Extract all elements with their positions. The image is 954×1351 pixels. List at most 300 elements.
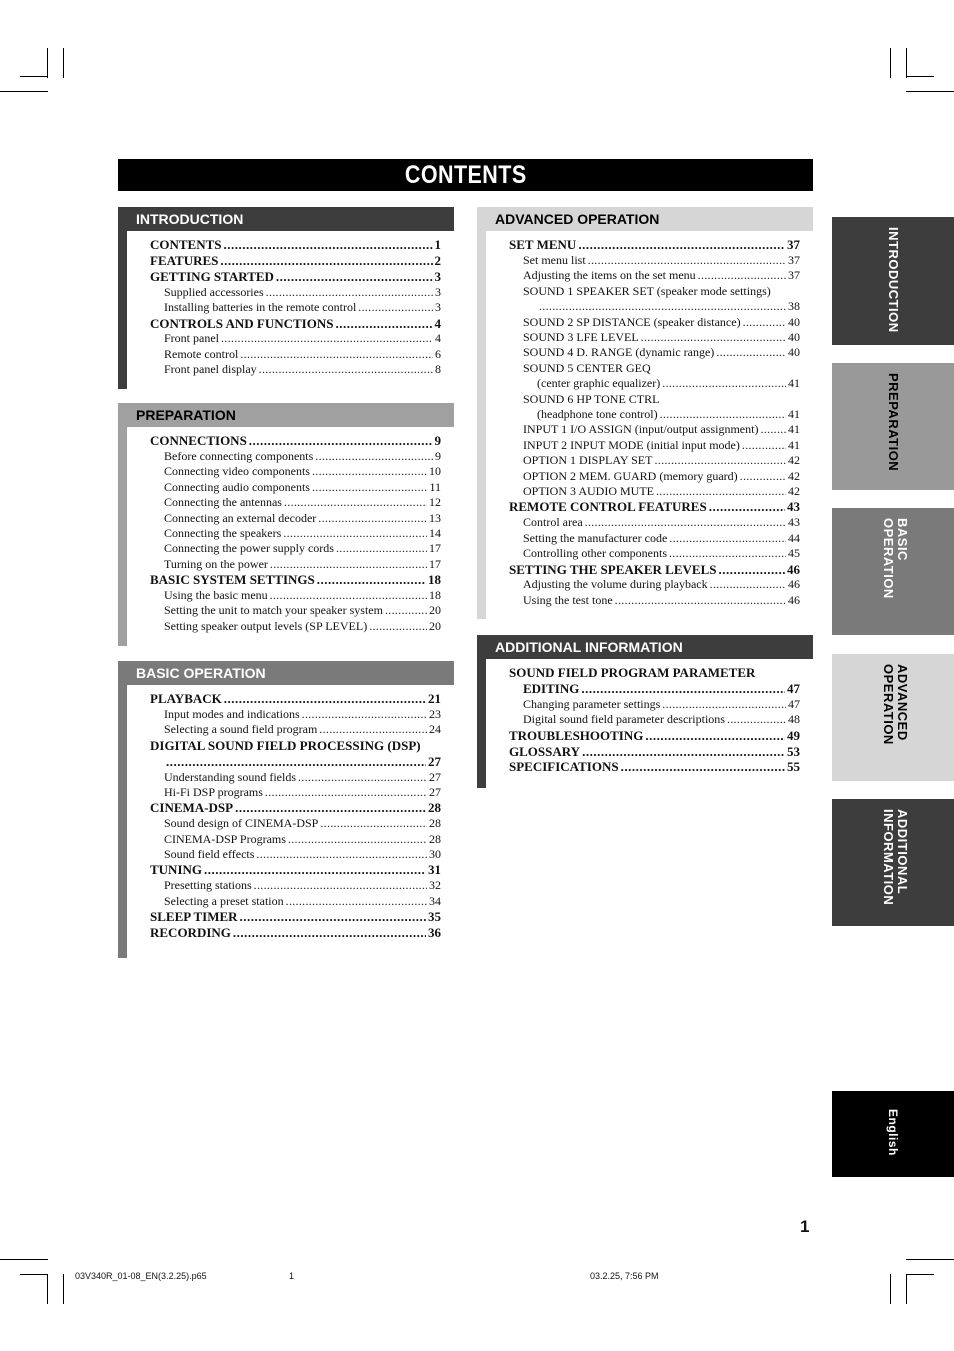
toc-entry-title: TUNING xyxy=(150,862,203,878)
toc-leader-dots xyxy=(662,376,786,391)
toc-entry-title: PLAYBACK xyxy=(150,691,222,706)
toc-entry[interactable] xyxy=(509,299,800,314)
toc-list xyxy=(127,685,454,941)
toc-leader-dots xyxy=(645,728,785,744)
toc-entry-title: GLOSSARY xyxy=(509,743,581,759)
toc-entry[interactable] xyxy=(509,665,800,681)
toc-entry[interactable] xyxy=(150,816,441,831)
toc-page-number: 20 xyxy=(429,618,441,633)
crop-mark xyxy=(906,76,934,77)
toc-entry[interactable] xyxy=(509,515,800,530)
toc-entry-title: Digital sound field parameter descriptions xyxy=(523,712,725,727)
side-tab-label: English xyxy=(886,1109,900,1156)
toc-leader-dots xyxy=(578,237,785,253)
toc-page-number: 42 xyxy=(788,468,800,483)
toc-page-number: 36 xyxy=(428,925,441,941)
toc-entry-title: Adjusting the volume during playback xyxy=(523,577,708,592)
toc-entry[interactable] xyxy=(150,800,441,816)
toc-entry[interactable] xyxy=(150,603,441,618)
toc-leader-dots xyxy=(317,572,426,588)
toc-entry-title: Sound design of CINEMA-DSP xyxy=(164,816,319,831)
toc-entry[interactable] xyxy=(150,449,441,464)
toc-entry-title: Set menu list xyxy=(523,252,586,267)
toc-page-number: 46 xyxy=(788,577,800,592)
toc-page-number: 17 xyxy=(429,541,441,556)
toc-entry-title: CONTROLS AND FUNCTIONS xyxy=(150,315,334,331)
toc-entry-title: GETTING STARTED xyxy=(150,268,274,284)
toc-entry[interactable] xyxy=(150,480,441,495)
side-tab-preparation[interactable] xyxy=(832,363,954,490)
toc-entry-title: Supplied accessories xyxy=(164,284,264,299)
toc-entry[interactable] xyxy=(150,572,441,588)
toc-leader-dots xyxy=(221,331,433,346)
toc-entry[interactable] xyxy=(150,557,441,572)
crop-mark xyxy=(906,91,954,92)
side-tab-label: INTRODUCTION xyxy=(886,227,901,333)
toc-page-number: 23 xyxy=(429,706,441,721)
toc-leader-dots xyxy=(302,707,427,722)
toc-page-number: 40 xyxy=(788,329,800,344)
toc-entry[interactable] xyxy=(150,433,441,449)
side-tab-advanced-operation[interactable] xyxy=(832,654,954,781)
toc-page-number: 53 xyxy=(787,743,800,759)
toc-entry[interactable] xyxy=(150,909,441,925)
toc-entry-title: OPTION 3 AUDIO MUTE xyxy=(523,484,654,498)
toc-page-number: 34 xyxy=(429,893,441,908)
crop-mark xyxy=(20,1274,48,1275)
section-body xyxy=(477,659,813,788)
toc-page-number: 3 xyxy=(434,268,441,284)
toc-page-number: 43 xyxy=(788,515,800,530)
toc-entry[interactable] xyxy=(509,253,800,268)
toc-entry[interactable] xyxy=(150,541,441,556)
toc-entry[interactable] xyxy=(509,759,800,775)
toc-entry-title: SOUND 3 LFE LEVEL xyxy=(523,329,639,344)
toc-leader-dots xyxy=(220,253,432,269)
side-tab-basic-operation[interactable] xyxy=(832,508,954,635)
toc-entry-title: FEATURES xyxy=(150,252,219,268)
toc-entry[interactable] xyxy=(150,316,441,332)
toc-entry[interactable] xyxy=(509,744,800,760)
toc-page-number: 13 xyxy=(429,510,441,525)
section-heading: ADDITIONAL INFORMATION xyxy=(477,635,813,659)
toc-entry[interactable] xyxy=(150,526,441,541)
toc-page-number: 6 xyxy=(435,346,441,361)
toc-leader-dots xyxy=(669,531,786,546)
toc-entry[interactable] xyxy=(509,531,800,546)
toc-entry-title: SOUND 5 CENTER GEQ xyxy=(523,360,651,375)
toc-list xyxy=(486,659,813,775)
toc-page-number: 32 xyxy=(429,878,441,893)
crop-mark xyxy=(906,1274,934,1275)
toc-leader-dots xyxy=(265,785,427,800)
toc-entry[interactable] xyxy=(150,285,441,300)
toc-page-number: 14 xyxy=(429,525,441,540)
toc-entry-title: Before connecting components xyxy=(164,448,314,463)
toc-leader-dots xyxy=(276,269,433,285)
toc-leader-dots xyxy=(270,557,427,572)
toc-entry[interactable] xyxy=(150,785,441,800)
toc-entry[interactable] xyxy=(509,345,800,360)
toc-page-number: 4 xyxy=(435,331,441,346)
toc-entry[interactable] xyxy=(150,237,441,253)
toc-leader-dots xyxy=(319,722,427,737)
toc-entry-title: CONNECTIONS xyxy=(150,433,247,448)
toc-entry-title: Selecting a preset station xyxy=(164,893,284,908)
toc-page-number: 8 xyxy=(435,362,441,377)
toc-entry-title: RECORDING xyxy=(150,925,231,941)
toc-entry[interactable] xyxy=(509,712,800,727)
toc-page-number: 9 xyxy=(435,448,441,463)
toc-entry[interactable] xyxy=(150,894,441,909)
toc-page-number: 41 xyxy=(788,437,800,452)
page-title: CONTENTS xyxy=(404,160,527,189)
section-heading: PREPARATION xyxy=(118,403,454,427)
toc-leader-dots xyxy=(235,800,426,816)
toc-entry[interactable] xyxy=(150,511,441,526)
toc-leader-dots xyxy=(742,438,786,453)
toc-leader-dots xyxy=(288,832,427,847)
toc-page-number: 11 xyxy=(429,479,441,494)
toc-entry[interactable] xyxy=(509,499,800,515)
toc-page-number: 37 xyxy=(788,268,800,283)
toc-leader-dots xyxy=(358,300,433,315)
toc-page-number: 4 xyxy=(434,315,441,331)
crop-mark xyxy=(0,1259,48,1260)
toc-entry[interactable] xyxy=(509,593,800,608)
toc-page-number: 17 xyxy=(429,556,441,571)
crop-mark xyxy=(890,1274,891,1304)
toc-entry[interactable] xyxy=(150,862,441,878)
toc-page-number: 40 xyxy=(788,345,800,360)
toc-entry-title: REMOTE CONTROL FEATURES xyxy=(509,499,707,515)
toc-entry-title: OPTION 1 DISPLAY SET xyxy=(523,453,653,468)
toc-page-number: 27 xyxy=(429,769,441,784)
toc-entry-title: Connecting video components xyxy=(164,464,310,479)
toc-entry[interactable] xyxy=(509,392,800,407)
toc-leader-dots xyxy=(240,347,433,362)
toc-entry[interactable] xyxy=(509,237,800,253)
toc-entry-title: INPUT 1 I/O ASSIGN (input/output assignment) xyxy=(523,422,759,437)
toc-leader-dots xyxy=(588,253,786,268)
toc-entry-title: Adjusting the items on the set menu xyxy=(523,268,696,283)
toc-entry[interactable] xyxy=(509,484,800,499)
toc-page-number: 40 xyxy=(788,314,800,329)
toc-entry-title: SOUND FIELD PROGRAM PARAMETER xyxy=(509,665,756,680)
page-title-bar xyxy=(118,159,813,191)
toc-entry[interactable] xyxy=(150,464,441,479)
section-body xyxy=(118,685,454,958)
toc-entry-title: Setting speaker output levels (SP LEVEL) xyxy=(164,618,368,633)
side-tab-additional-information[interactable] xyxy=(832,799,954,926)
toc-page-number: 27 xyxy=(428,753,441,769)
toc-leader-dots xyxy=(249,433,433,449)
toc-entry[interactable] xyxy=(150,878,441,893)
toc-list xyxy=(127,231,454,378)
toc-entry-title: Controlling other components xyxy=(523,546,667,561)
toc-entry-title: EDITING xyxy=(523,680,580,696)
toc-leader-dots xyxy=(709,499,785,515)
toc-entry-title: Connecting audio components xyxy=(164,479,310,494)
toc-leader-dots xyxy=(224,237,433,253)
footer-sheet: 1 xyxy=(289,1271,295,1281)
toc-entry-title: SETTING THE SPEAKER LEVELS xyxy=(509,561,717,577)
footer-datetime: 03.2.25, 7:56 PM xyxy=(590,1271,659,1281)
toc-entry[interactable] xyxy=(150,300,441,315)
toc-entry[interactable] xyxy=(150,707,441,722)
section-preparation xyxy=(118,403,454,646)
toc-leader-dots xyxy=(641,330,786,345)
toc-entry-title: SOUND 2 SP DISTANCE (speaker distance) xyxy=(523,314,741,329)
toc-page-number: 44 xyxy=(788,530,800,545)
toc-leader-dots xyxy=(318,511,427,526)
section-basic-operation xyxy=(118,661,454,958)
toc-entry-title: Front panel xyxy=(164,331,219,346)
toc-list xyxy=(486,231,813,608)
crop-mark xyxy=(63,1274,64,1304)
toc-page-number: 9 xyxy=(434,433,441,448)
toc-entry[interactable] xyxy=(509,407,800,422)
side-tab-label: PREPARATION xyxy=(886,373,901,472)
toc-page-number: 28 xyxy=(429,831,441,846)
toc-leader-dots xyxy=(224,691,426,707)
toc-entry[interactable] xyxy=(150,770,441,785)
toc-entry[interactable] xyxy=(509,330,800,345)
toc-entry-title: Using the basic menu xyxy=(164,588,268,603)
toc-page-number: 42 xyxy=(788,484,800,498)
toc-page-number: 1 xyxy=(434,237,441,252)
toc-entry[interactable] xyxy=(509,469,800,484)
toc-entry[interactable] xyxy=(150,619,441,634)
toc-page-number: 30 xyxy=(429,847,441,862)
toc-page-number: 12 xyxy=(429,495,441,510)
toc-leader-dots xyxy=(335,316,432,332)
toc-page-number: 45 xyxy=(788,546,800,561)
toc-entry-title: Connecting the power supply cords xyxy=(164,541,334,556)
toc-entry[interactable] xyxy=(150,362,441,377)
toc-entry-title: SET MENU xyxy=(509,237,577,252)
toc-entry-title: Setting the manufacturer code xyxy=(523,530,668,545)
side-tab-label: ADVANCED OPERATION xyxy=(881,664,910,745)
toc-leader-dots xyxy=(539,299,786,314)
toc-entry-title: Presetting stations xyxy=(164,878,252,893)
toc-leader-dots xyxy=(315,449,433,464)
toc-leader-dots xyxy=(266,285,433,300)
section-body xyxy=(118,231,454,389)
toc-entry-title: Understanding sound fields xyxy=(164,769,296,784)
crop-mark xyxy=(0,91,48,92)
toc-leader-dots xyxy=(760,422,786,437)
toc-entry[interactable] xyxy=(509,376,800,391)
toc-entry-title: Using the test tone xyxy=(523,592,613,607)
toc-entry[interactable] xyxy=(150,691,441,707)
toc-entry-title: DIGITAL SOUND FIELD PROCESSING (DSP) xyxy=(150,737,421,753)
toc-entry-title: Front panel display xyxy=(164,362,257,377)
toc-page-number: 37 xyxy=(787,237,800,252)
toc-leader-dots xyxy=(240,909,426,925)
section-heading: ADVANCED OPERATION xyxy=(477,207,813,231)
toc-leader-dots xyxy=(204,862,426,878)
toc-leader-dots xyxy=(284,495,427,510)
toc-entry[interactable] xyxy=(509,562,800,578)
toc-entry[interactable] xyxy=(150,832,441,847)
toc-entry-title: SPECIFICATIONS xyxy=(509,759,619,775)
toc-entry-title: Remote control xyxy=(164,346,239,361)
toc-entry-title: Control area xyxy=(523,515,583,530)
toc-leader-dots xyxy=(298,770,427,785)
page-number: 1 xyxy=(800,1217,810,1236)
toc-leader-dots xyxy=(615,593,786,608)
toc-leader-dots xyxy=(369,619,427,634)
toc-entry[interactable] xyxy=(150,925,441,941)
toc-entry-title: CINEMA-DSP Programs xyxy=(164,831,286,846)
toc-page-number: 55 xyxy=(787,759,800,775)
toc-page-number: 38 xyxy=(788,299,800,314)
side-tab-introduction[interactable] xyxy=(832,217,954,345)
toc-page-number: 27 xyxy=(429,784,441,799)
toc-leader-dots xyxy=(669,546,786,561)
toc-entry[interactable] xyxy=(509,453,800,468)
toc-entry[interactable] xyxy=(509,361,800,376)
toc-leader-dots xyxy=(166,754,426,770)
toc-leader-dots xyxy=(270,588,427,603)
toc-leader-dots xyxy=(656,484,786,499)
toc-page-number: 2 xyxy=(434,252,441,268)
toc-leader-dots xyxy=(320,816,427,831)
toc-leader-dots xyxy=(259,362,433,377)
toc-entry[interactable] xyxy=(509,315,800,330)
crop-mark xyxy=(906,48,907,78)
toc-entry[interactable] xyxy=(509,697,800,712)
toc-page-number: 42 xyxy=(788,453,800,468)
toc-page-number: 24 xyxy=(429,722,441,737)
toc-entry[interactable] xyxy=(509,728,800,744)
toc-leader-dots xyxy=(716,345,786,360)
toc-page-number: 28 xyxy=(428,800,441,816)
toc-leader-dots xyxy=(286,894,427,909)
toc-leader-dots xyxy=(718,562,785,578)
toc-leader-dots xyxy=(743,315,786,330)
toc-leader-dots xyxy=(698,268,786,283)
crop-mark xyxy=(47,1274,48,1304)
toc-leader-dots xyxy=(740,469,786,484)
toc-entry[interactable] xyxy=(509,438,800,453)
toc-entry-title: Turning on the power xyxy=(164,556,268,571)
toc-leader-dots xyxy=(654,453,786,468)
section-heading: BASIC OPERATION xyxy=(118,661,454,685)
toc-leader-dots xyxy=(312,480,427,495)
toc-entry[interactable] xyxy=(150,495,441,510)
toc-entry-title: Input modes and indications xyxy=(164,706,300,721)
toc-page-number: 43 xyxy=(787,499,800,515)
toc-entry-title: Installing batteries in the remote control xyxy=(164,300,357,315)
toc-entry-title: SOUND 6 HP TONE CTRL xyxy=(523,391,660,406)
toc-leader-dots xyxy=(581,681,785,697)
crop-mark xyxy=(906,1274,907,1304)
toc-page-number: 18 xyxy=(429,588,441,603)
toc-entry[interactable] xyxy=(509,546,800,561)
toc-entry[interactable] xyxy=(150,331,441,346)
toc-entry-title: Setting the unit to match your speaker system xyxy=(164,603,383,618)
toc-leader-dots xyxy=(283,526,427,541)
toc-entry-title: Connecting an external decoder xyxy=(164,510,317,525)
toc-page-number: 46 xyxy=(787,561,800,577)
toc-entry[interactable] xyxy=(150,588,441,603)
toc-list xyxy=(127,427,454,634)
toc-entry-title: Hi-Fi DSP programs xyxy=(164,784,263,799)
toc-entry[interactable] xyxy=(150,269,441,285)
crop-mark xyxy=(890,48,891,78)
toc-entry[interactable] xyxy=(150,738,441,754)
toc-entry[interactable] xyxy=(150,754,441,770)
toc-page-number: 41 xyxy=(788,406,800,421)
toc-entry[interactable] xyxy=(150,847,441,862)
toc-page-number: 37 xyxy=(788,252,800,267)
toc-page-number: 3 xyxy=(435,300,441,315)
toc-leader-dots xyxy=(336,541,427,556)
section-advanced-operation xyxy=(477,207,813,619)
toc-entry[interactable] xyxy=(150,347,441,362)
crop-mark xyxy=(63,48,64,78)
toc-page-number: 18 xyxy=(428,572,441,588)
toc-page-number: 20 xyxy=(429,603,441,618)
toc-leader-dots xyxy=(585,515,786,530)
toc-page-number: 41 xyxy=(788,376,800,391)
toc-entry-title: INPUT 2 INPUT MODE (initial input mode) xyxy=(523,437,740,452)
toc-entry-title: TROUBLESHOOTING xyxy=(509,727,644,743)
toc-page-number: 21 xyxy=(428,691,441,706)
toc-leader-dots xyxy=(254,878,427,893)
toc-page-number: 35 xyxy=(428,909,441,925)
crop-mark xyxy=(47,48,48,78)
toc-entry-title: (headphone tone control) xyxy=(537,406,658,421)
toc-entry[interactable] xyxy=(150,253,441,269)
toc-entry-title: CINEMA-DSP xyxy=(150,800,234,816)
section-body xyxy=(118,427,454,646)
side-tab-english[interactable] xyxy=(832,1091,954,1177)
section-introduction xyxy=(118,207,454,389)
toc-entry[interactable] xyxy=(150,722,441,737)
toc-entry-title: Selecting a sound field program xyxy=(164,722,318,737)
toc-page-number: 28 xyxy=(429,816,441,831)
toc-page-number: 48 xyxy=(788,712,800,727)
toc-leader-dots xyxy=(660,407,786,422)
toc-entry-title: (center graphic equalizer) xyxy=(537,376,661,391)
toc-entry-title: Sound field effects xyxy=(164,847,255,862)
footer-filename: 03V340R_01-08_EN(3.2.25).p65 xyxy=(75,1271,207,1281)
toc-page-number: 31 xyxy=(428,862,441,878)
toc-entry-title: BASIC SYSTEM SETTINGS xyxy=(150,572,315,588)
toc-leader-dots xyxy=(385,603,427,618)
toc-entry-title: OPTION 2 MEM. GUARD (memory guard) xyxy=(523,468,738,483)
toc-entry-title: Changing parameter settings xyxy=(523,696,661,711)
toc-entry-title: SOUND 1 SPEAKER SET (speaker mode settings) xyxy=(523,283,771,298)
toc-entry-title: Connecting the speakers xyxy=(164,525,282,540)
toc-entry[interactable] xyxy=(509,284,800,299)
toc-entry-title: CONTENTS xyxy=(150,237,222,252)
toc-entry[interactable] xyxy=(509,577,800,592)
toc-page-number: 46 xyxy=(788,592,800,607)
toc-entry-title: SLEEP TIMER xyxy=(150,909,238,925)
toc-entry[interactable] xyxy=(509,268,800,283)
toc-page-number: 49 xyxy=(787,727,800,743)
toc-page-number: 47 xyxy=(788,696,800,711)
crop-mark xyxy=(906,1259,954,1260)
toc-entry[interactable] xyxy=(509,422,800,437)
toc-leader-dots xyxy=(312,464,427,479)
toc-entry[interactable] xyxy=(509,681,800,697)
toc-leader-dots xyxy=(582,744,785,760)
